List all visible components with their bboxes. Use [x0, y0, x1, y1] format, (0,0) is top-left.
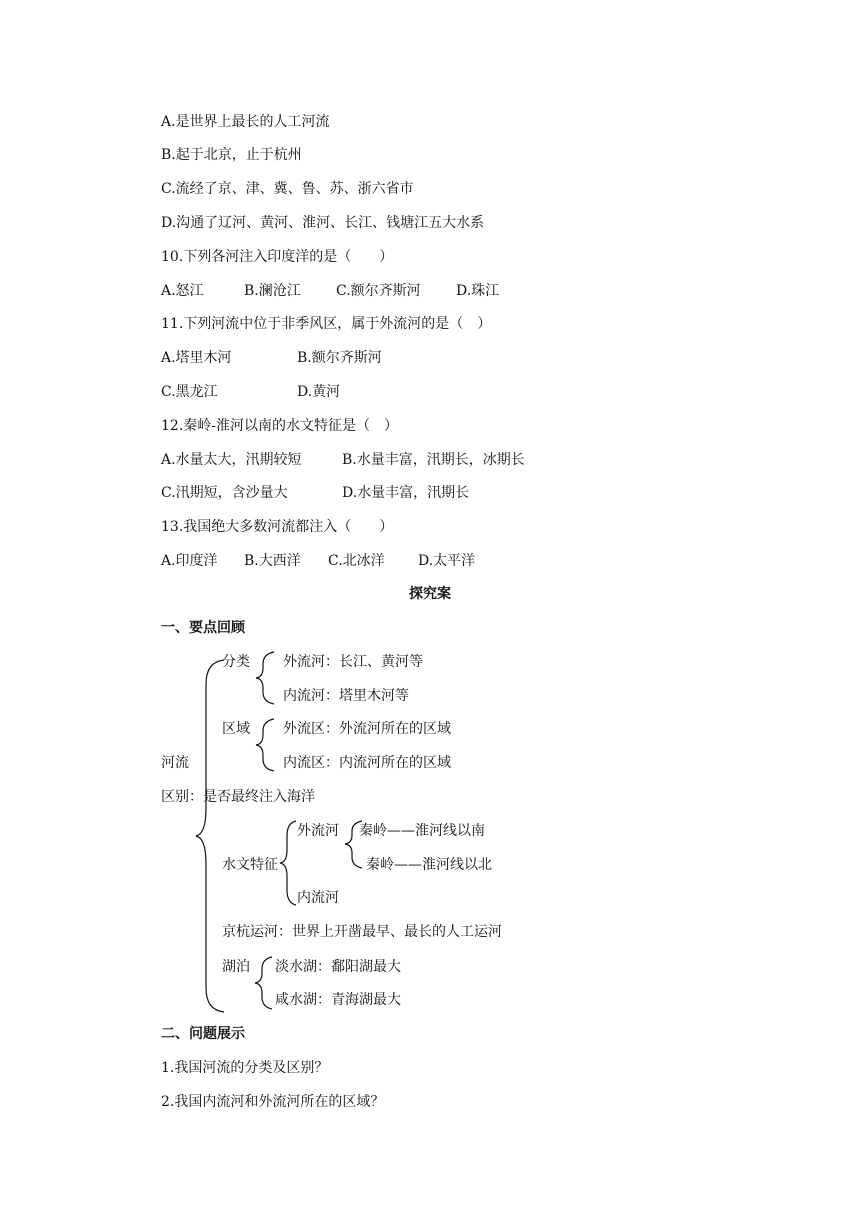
node-region-in: 内流区：内流河所在的区域	[283, 755, 451, 771]
q12-option-b: B.水量丰富，汛期长，冰期长	[342, 452, 525, 468]
q10-stem: 10.下列各河注入印度洋的是（ ）	[161, 249, 394, 265]
q11-option-b: B.额尔齐斯河	[297, 350, 382, 366]
node-region: 区域	[222, 721, 250, 737]
q13-option-a: A.印度洋	[161, 553, 218, 569]
brace-classify	[256, 652, 274, 704]
node-lake-salt: 咸水湖：青海湖最大	[275, 992, 401, 1008]
q13-option-d: D.太平洋	[418, 553, 476, 569]
q9-option-b: B.起于北京，止于杭州	[161, 147, 302, 163]
node-classify-in: 内流河：塔里木河等	[283, 688, 409, 704]
review-heading: 一、要点回顾	[161, 620, 245, 636]
q11-option-d: D.黄河	[297, 384, 341, 400]
node-hydro-out: 外流河	[297, 823, 339, 839]
node-classify-out: 外流河：长江、黄河等	[283, 654, 423, 670]
q12-option-c: C.汛期短，含沙量大	[161, 485, 288, 501]
section-title: 探究案	[409, 586, 451, 602]
node-root: 河流	[161, 755, 189, 771]
q11-stem: 11.下列河流中位于非季风区，属于外流河的是（ ）	[161, 316, 492, 332]
q12-option-a: A.水量太大，汛期较短	[161, 452, 302, 468]
node-difference: 区别：是否最终注入海洋	[161, 789, 315, 805]
questions-heading: 二、问题展示	[161, 1026, 245, 1042]
node-hydro-north: 秦岭——淮河线以北	[366, 857, 492, 873]
q10-option-a: A.怒江	[161, 283, 204, 299]
q11-option-c: C.黑龙江	[161, 384, 218, 400]
node-classify: 分类	[222, 654, 250, 670]
node-lake: 湖泊	[222, 959, 250, 975]
q13-stem: 13.我国绝大多数河流都注入（ ）	[161, 519, 394, 535]
brace-root	[196, 660, 224, 1012]
q10-option-d: D.珠江	[456, 283, 500, 299]
node-hydro-south: 秦岭——淮河线以南	[359, 823, 485, 839]
brace-hydro	[280, 821, 296, 905]
q9-option-c: C.流经了京、津、冀、鲁、苏、浙六省市	[161, 181, 414, 197]
node-hydro-in: 内流河	[297, 890, 339, 906]
brace-lake	[255, 957, 272, 1009]
q9-option-a: A.是世界上最长的人工河流	[161, 114, 330, 130]
q10-option-c: C.额尔齐斯河	[336, 283, 421, 299]
q13-option-c: C.北冰洋	[328, 553, 385, 569]
node-lake-fresh: 淡水湖：鄱阳湖最大	[275, 959, 401, 975]
question-1: 1.我国河流的分类及区别？	[161, 1060, 329, 1076]
q10-option-b: B.澜沧江	[244, 283, 301, 299]
brace-region	[256, 719, 274, 771]
node-hydro: 水文特征	[222, 857, 278, 873]
question-2: 2.我国内流河和外流河所在的区域？	[161, 1094, 385, 1110]
q9-option-d: D.沟通了辽河、黄河、淮河、长江、钱塘江五大水系	[161, 215, 485, 231]
q12-stem: 12.秦岭-淮河以南的水文特征是（ ）	[161, 418, 398, 434]
node-canal: 京杭运河：世界上开凿最早、最长的人工运河	[222, 924, 502, 940]
q11-option-a: A.塔里木河	[161, 350, 232, 366]
q13-option-b: B.大西洋	[244, 553, 301, 569]
node-region-out: 外流区：外流河所在的区域	[283, 721, 451, 737]
q12-option-d: D.水量丰富，汛期长	[342, 485, 470, 501]
